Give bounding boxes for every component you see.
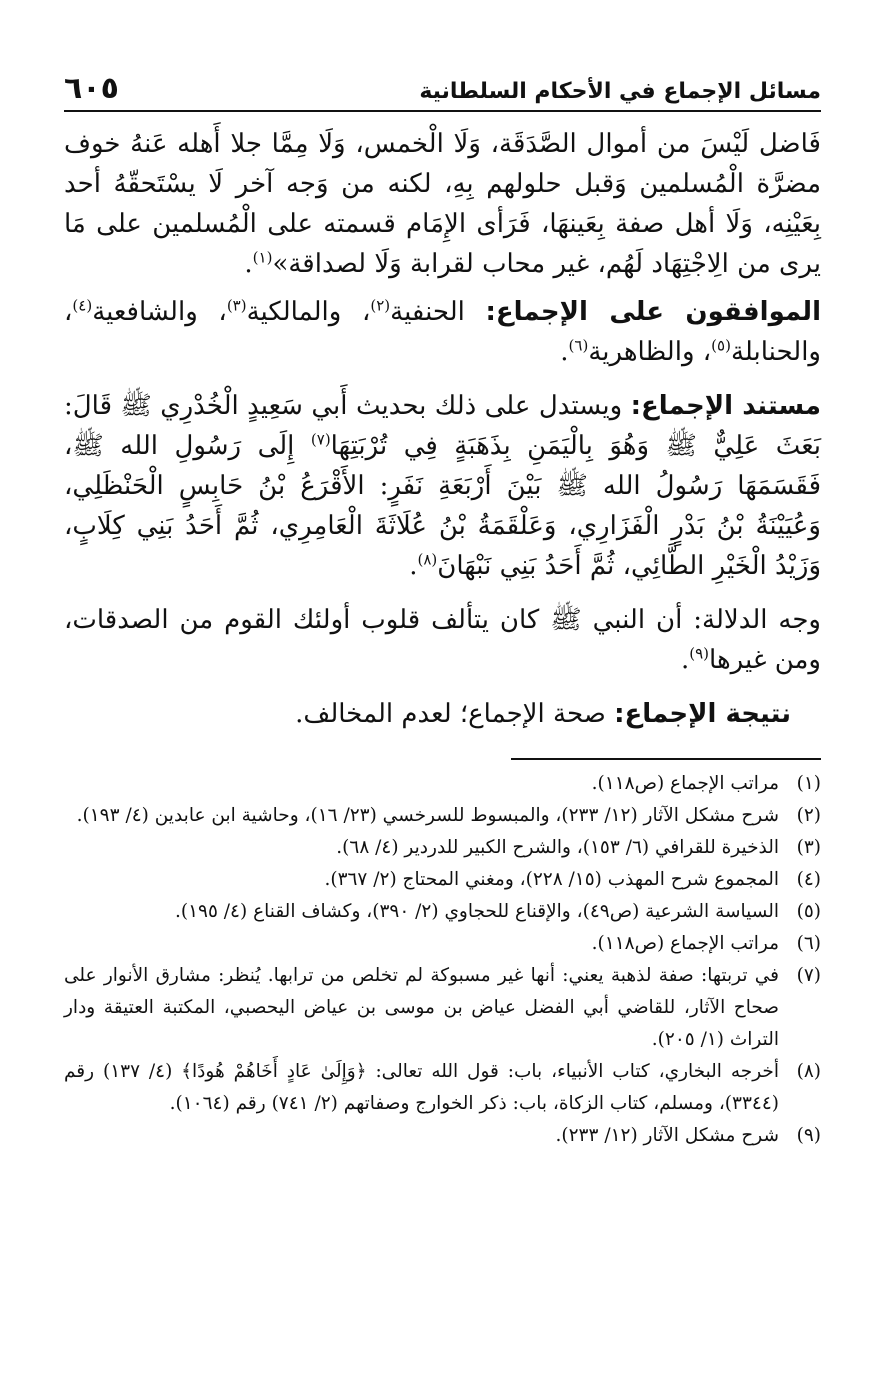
footnote-item: [64, 800, 821, 832]
quote-text: فَاضل لَيْسَ من أموال الصَّدَقَة، وَلَا الْخمس، وَلَا مِمَّا جلا أَهله عَنهُ خوف مضرَّة الْمُسلمين وَقبل حلولهم بِهِ، لكنه من وَجه آخر لَا يسْتَحقّهُ أحد بِعَيْنِه، وَلَا أهل صفة بِعَينهَا، فَرَأى الإِمَام قسمته على الْمُسلمين على مَا يرى من الِاجْتِهَاد لَهُم، غير محاب لقرابة وَلَا لصداقة»: [64, 129, 821, 279]
section-label: مستند الإجماع:: [630, 391, 822, 421]
punctuation: .: [680, 645, 690, 675]
footnote-text: في تربتها: صفة لذهبة يعني: أنها غير مسبوكة لم تخلص من ترابها. يُنظر: مشارق الأنوار على صحاح الآثار، للقاضي أبي الفضل عياض بن موسى بن عياض اليحصبي، المكتبة العتيقة ودار التراث (١/ ٢٠٥).: [64, 965, 779, 1050]
footnote-text: أخرجه البخاري، كتاب الأنبياء، باب: قول الله تعالى: ﴿وَإِلَىٰ عَادٍ أَخَاهُمْ هُودًا﴾ (٤/ ١٣٧) رقم (٣٣٤٤)، ومسلم، كتاب الزكاة، باب: ذكر الخوارج وصفاتهم (٢/ ٧٤١) رقم (١٠٦٤).: [64, 1061, 779, 1114]
footnote-ref: (٦): [568, 336, 589, 355]
footnote-ref: (١): [252, 248, 273, 267]
paragraph-result: [64, 694, 821, 734]
school-zahiri: ، والظاهرية: [588, 337, 712, 367]
footnote-ref: (٢): [370, 296, 391, 315]
footnote-text: مراتب الإجماع (ص١١٨).: [591, 933, 779, 954]
footnote-text: الذخيرة للقرافي (٦/ ١٥٣)، والشرح الكبير للدردير (٤/ ٦٨).: [336, 837, 779, 858]
running-header: [64, 60, 821, 112]
book-title: مسائل الإجماع في الأحكام السلطانية: [419, 79, 821, 104]
paragraph-indication: [64, 600, 821, 680]
footnote-text: السياسة الشرعية (ص٤٩)، والإقناع للحجاوي (٢/ ٣٩٠)، وكشاف القناع (٤/ ١٩٥).: [174, 901, 779, 922]
footnote-item: [64, 768, 821, 800]
footnote-divider: [511, 758, 821, 760]
paragraph-agreeing-schools: [64, 292, 821, 372]
main-text: [64, 124, 821, 734]
footnote-text: شرح مشكل الآثار (١٢/ ٢٣٣).: [555, 1125, 779, 1146]
school-hanbali: ، والحنابلة: [64, 297, 821, 367]
footnote-text: مراتب الإجماع (ص١١٨).: [591, 773, 779, 794]
footnote-ref: (٨): [417, 550, 438, 569]
indication-text: وجه الدلالة: أن النبي ﷺ كان يتألف قلوب أولئك القوم من الصدقات، ومن غيرها: [64, 605, 821, 675]
footnote-ref: (٥): [711, 336, 731, 355]
footnote-item: [64, 832, 821, 864]
footnote-ref: (٤): [72, 296, 93, 315]
footnote-number: (٨): [796, 1061, 821, 1082]
footnote-number: (٥): [796, 901, 821, 922]
footnote-item: [64, 1056, 821, 1120]
paragraph-evidence: [64, 386, 821, 586]
section-label: الموافقون على الإجماع:: [485, 297, 821, 327]
paragraph-quote: فَاضل لَيْسَ من أموال الصَّدَقَة، وَلَا الْخمس، وَلَا مِمَّا جلا أَهله عَنهُ خوف مضرَّة الْمُسلمين وَقبل حلولهم بِهِ، لكنه من وَجه آخر لَا يسْتَحقّهُ أحد بِعَيْنِه، وَلَا أهل صفة بِعَينهَا، فَرَأى الإِمَام قسمته على الْمُسلمين على مَا يرى من الِاجْتِهَاد لَهُم، غير محاب لقرابة وَلَا لصداقة»$^{(١)}$.: [64, 129, 821, 279]
footnote-item: [64, 864, 821, 896]
hadith-text-a: ويستدل على ذلك بحديث أَبي سَعِيدٍ الْخُدْرِي ﷺ قَالَ: بَعَثَ عَلِيٌّ ﷺ وَهُوَ بِالْيَمَنِ بِذَهَبَةٍ فِي تُرْبَتِهَا: [64, 391, 822, 461]
footnote-number: (١): [796, 773, 821, 794]
result-text: صحة الإجماع؛ لعدم المخالف.: [295, 699, 606, 729]
school-hanafi: الحنفية: [390, 297, 465, 327]
footnote-number: (٣): [796, 837, 821, 858]
footnote-text: المجموع شرح المهذب (١٥/ ٢٢٨)، ومغني المحتاج (٢/ ٣٦٧).: [324, 869, 779, 890]
footnote-item: [64, 1120, 821, 1152]
footnote-item: [64, 960, 821, 1056]
footnote-text: شرح مشكل الآثار (١٢/ ٢٣٣)، والمبسوط للسرخسي (٢٣/ ١٦)، وحاشية ابن عابدين (٤/ ١٩٣).: [76, 805, 779, 826]
school-shafii: ، والشافعية: [92, 297, 227, 327]
footnote-item: [64, 896, 821, 928]
footnote-number: (٦): [796, 933, 821, 954]
punctuation: .: [560, 337, 569, 367]
footnote-number: (٧): [796, 965, 821, 986]
footnote-number: (٤): [796, 869, 821, 890]
punctuation: .: [409, 551, 418, 581]
hadith-text-b: إِلَى رَسُولِ الله ﷺ، فَقَسَمَهَا رَسُولُ الله ﷺ بَيْنَ أَرْبَعَةِ نَفَرٍ: الأَقْرَعُ بْنُ حَابِسٍ الْحَنْظَلِي، وَعُيَيْنَةُ بْنُ بَدْرٍ الْفَزَارِي، وَعَلْقَمَةُ بْنُ عُلَاثَةَ الْعَامِرِي، ثُمَّ أَحَدُ بَنِي كِلَابٍ، وَزَيْدُ الْخَيْرِ الطَّائِي، ثُمَّ أَحَدُ بَنِي نَبْهَانَ: [64, 431, 821, 581]
section-label: نتيجة الإجماع:: [614, 699, 791, 729]
footnotes: [64, 768, 821, 1152]
footnote-ref: (٩): [689, 644, 710, 663]
footnote-item: [64, 928, 821, 960]
footnote-ref: (٧): [310, 430, 331, 449]
school-maliki: ، والمالكية: [246, 297, 371, 327]
footnote-ref: (٣): [226, 296, 247, 315]
footnote-number: (٢): [796, 805, 821, 826]
footnote-number: (٩): [796, 1125, 821, 1146]
page-number: ٦٠٥: [64, 71, 119, 106]
